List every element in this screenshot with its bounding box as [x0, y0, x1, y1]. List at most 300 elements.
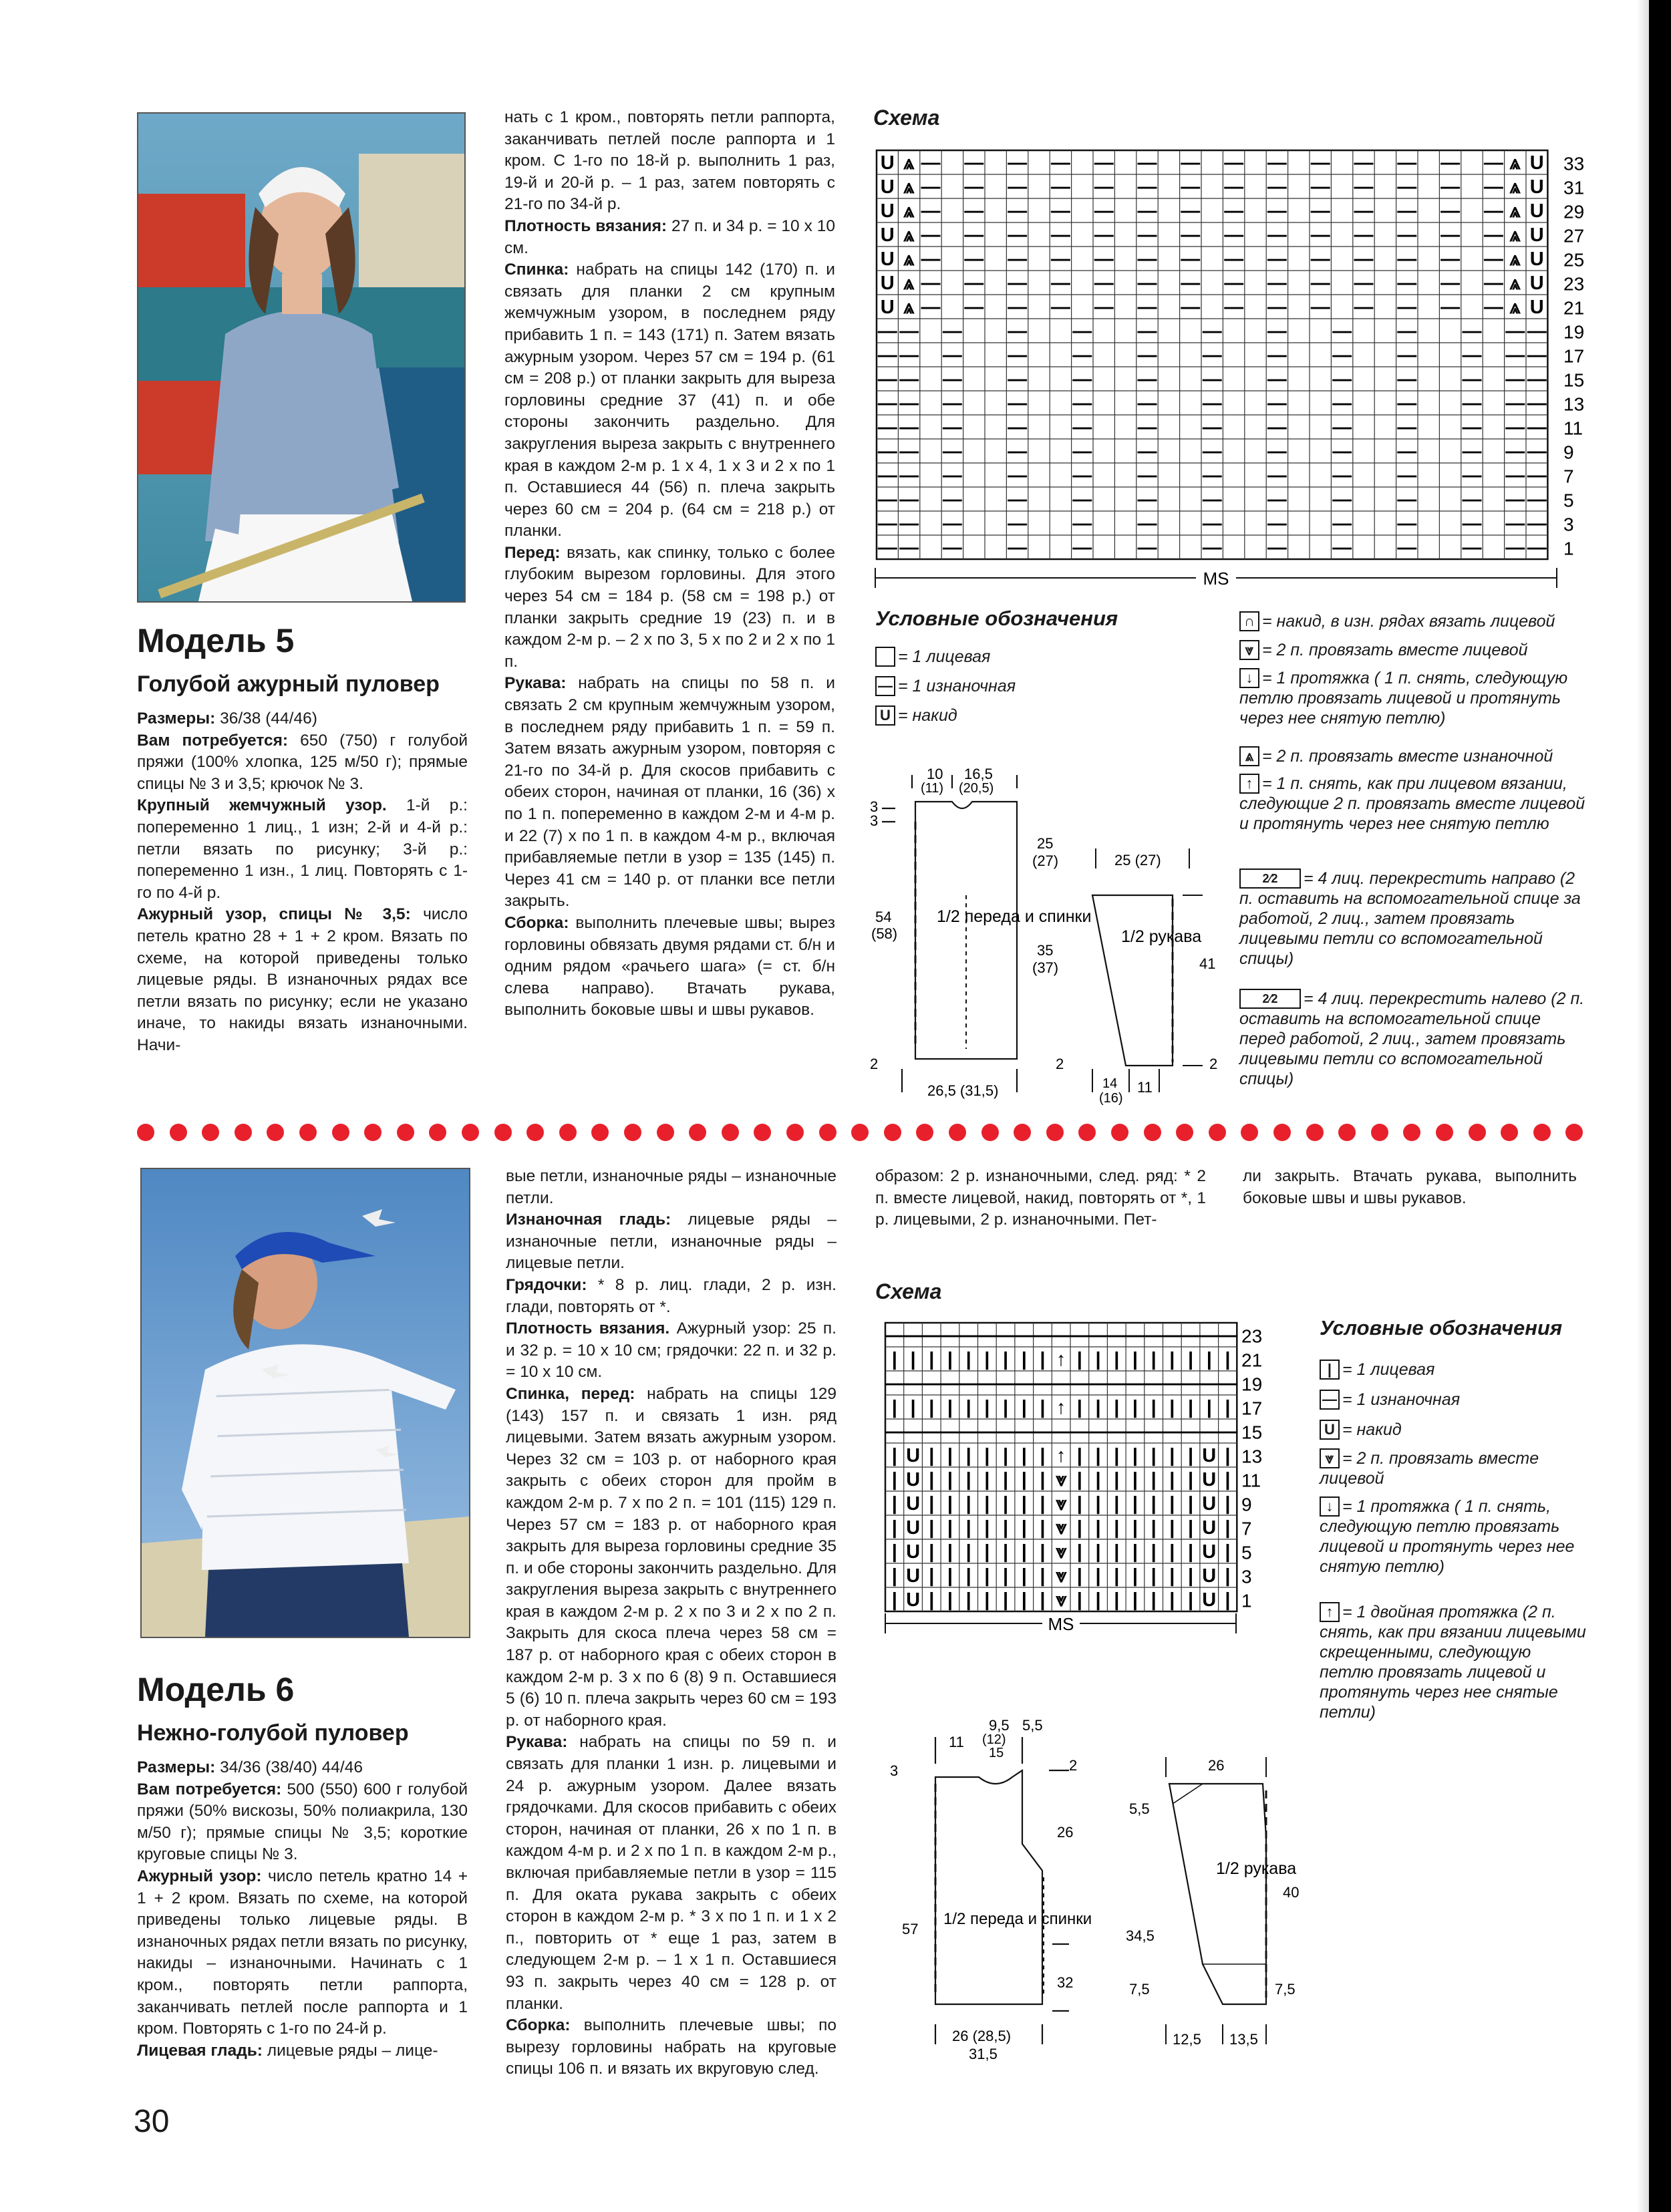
divider-dot: [1469, 1124, 1486, 1141]
svg-text:1/2 рукава: 1/2 рукава: [1216, 1859, 1297, 1878]
model6-photo: [140, 1168, 470, 1638]
chart-symbol: |: [1002, 1469, 1009, 1491]
chart-symbol: —: [1008, 417, 1028, 439]
chart-symbol: |: [910, 1397, 916, 1419]
chart-symbol: |: [1114, 1349, 1120, 1371]
chart-row-number: 7: [1241, 1518, 1252, 1539]
chart-symbol: —: [1267, 417, 1287, 439]
chart-symbol: —: [903, 1373, 923, 1395]
chart-symbol: —: [942, 369, 962, 391]
chart-symbol: U: [880, 176, 895, 198]
divider-dot: [1306, 1124, 1324, 1141]
chart-symbol: |: [1095, 1445, 1101, 1467]
chart-symbol: —: [1397, 152, 1417, 174]
chart-symbol: —: [1051, 1421, 1071, 1443]
divider-dot: [1014, 1124, 1031, 1141]
divider-dot: [1501, 1124, 1518, 1141]
chart-symbol: |: [1095, 1493, 1101, 1515]
chart-symbol: U: [906, 1517, 921, 1539]
chart-symbol: —: [1181, 176, 1201, 198]
svg-text:3: 3: [890, 1762, 899, 1779]
model6-stitch-chart: [875, 1319, 1289, 1640]
chart-symbol: —: [1505, 489, 1525, 511]
divider-dot: [170, 1124, 187, 1141]
svg-text:13,5: 13,5: [1229, 2031, 1258, 2048]
divider-dot: [689, 1124, 706, 1141]
chart-symbol: |: [1225, 1469, 1231, 1491]
k2tog-symbol-icon: ⩔: [1239, 640, 1259, 660]
chart-symbol: —: [1008, 393, 1028, 415]
chart-symbol: |: [1169, 1349, 1175, 1371]
chart-symbol: —: [1050, 224, 1070, 247]
chart-symbol: —: [1527, 441, 1547, 463]
chart-symbol: —: [1332, 321, 1352, 343]
chart-symbol: —: [1267, 513, 1287, 535]
chart-symbol: —: [1505, 465, 1525, 487]
chart-symbol: —: [1397, 273, 1417, 295]
model5-schematic: [862, 755, 1236, 1116]
chart-symbol: |: [1076, 1469, 1082, 1491]
chart-symbol: |: [1002, 1397, 1009, 1419]
chart-symbol: —: [885, 1373, 905, 1395]
svg-text:2: 2: [870, 1056, 879, 1072]
chart-symbol: —: [1217, 1325, 1237, 1347]
chart-symbol: —: [1144, 1325, 1164, 1347]
chart-symbol: —: [899, 441, 919, 463]
chart-symbol: —: [1397, 200, 1417, 222]
chart-symbol: ⩔: [1055, 1493, 1067, 1515]
chart-symbol: |: [1151, 1469, 1157, 1491]
svg-text:9,5: 9,5: [989, 1717, 1010, 1734]
divider-dot: [267, 1124, 284, 1141]
chart-symbol: U: [880, 249, 895, 271]
chart-symbol: |: [1040, 1589, 1046, 1611]
scan-border: [1649, 0, 1671, 2212]
chart-symbol: —: [921, 249, 941, 271]
chart-symbol: —: [1202, 321, 1222, 343]
chart-symbol: |: [929, 1445, 935, 1467]
chart-symbol: —: [1310, 152, 1330, 174]
chart-symbol: |: [1187, 1349, 1194, 1371]
chart-symbol: |: [1169, 1397, 1175, 1419]
chart-symbol: —: [1094, 200, 1114, 222]
chart-symbol: |: [1169, 1565, 1175, 1587]
chart-symbol: U: [906, 1565, 921, 1587]
chart-symbol: —: [1088, 1373, 1108, 1395]
chart-symbol: |: [1151, 1349, 1157, 1371]
svg-text:2: 2: [1056, 1056, 1064, 1072]
chart-symbol: |: [947, 1565, 953, 1587]
chart-row-number: 19: [1563, 321, 1585, 343]
chart-symbol: |: [947, 1517, 953, 1539]
chart-symbol: —: [1008, 441, 1028, 463]
svg-text:(11): (11): [921, 781, 944, 796]
chart-symbol: |: [1114, 1397, 1120, 1419]
divider-dot: [137, 1124, 154, 1141]
chart-symbol: U: [880, 297, 895, 319]
chart-row-number: 19: [1241, 1374, 1263, 1395]
chart-symbol: —: [1224, 176, 1244, 198]
chart-symbol: —: [1267, 321, 1287, 343]
chart-symbol: |: [1151, 1589, 1157, 1611]
chart-symbol: —: [942, 417, 962, 439]
chart-symbol: |: [1002, 1517, 1009, 1539]
chart-symbol: U: [906, 1493, 921, 1515]
chart-symbol: |: [929, 1589, 935, 1611]
chart-symbol: —: [1032, 1373, 1052, 1395]
chart-symbol: U: [1529, 200, 1544, 222]
model5-chart-row-numbers: [1563, 154, 1584, 559]
model5-sizes: Размеры: 36/38 (44/46): [137, 709, 317, 728]
model6-subtitle: Нежно-голубой пуловер: [137, 1720, 409, 1746]
svg-text:(27): (27): [1032, 852, 1059, 869]
chart-symbol: |: [965, 1469, 971, 1491]
model5-legend-purl: — = 1 изнаночная: [875, 676, 1209, 696]
model6-reverse-stockinette: Изнаночная гладь: лицевые ряды – изнаночные петли, изнаночные ряды – лицевые петли.: [506, 1211, 837, 1273]
chart-symbol: |: [1169, 1469, 1175, 1491]
chart-symbol: —: [921, 273, 941, 295]
chart-symbol: —: [1440, 200, 1461, 222]
chart-symbol: ↑: [1056, 1445, 1066, 1467]
model5-gauge: Плотность вязания: 27 п. и 34 р. = 10 x 10 см.: [504, 216, 835, 257]
chart-symbol: |: [965, 1541, 971, 1563]
chart-symbol: —: [1527, 393, 1547, 415]
model5-text-col2: нать с 1 кром., повторять петли раппорта, заканчивать петлей после раппорта и 1 кром. С 1-го по 18-й р. выполнить 1 раз, 19-й и 20-й р. – 1 раз, затем повторять с 21-го по 34-й р. Плотность вязания: 27 п. и 34 р. = 10 x 10 см. Спинка: набрать на спицы 142 (170) п. и связать для планки 2 см крупным жемчужным узором, в последнем ряду прибавить 1 п. = 143 (171) п. Затем вязать ажурным узором. Через 57 см = 194 р. (61 см = 208 р.) от планки закрыть для выреза горловины средние 37 (41) п. и обе стороны закончить раздельно. Для закругления выреза закрыть с внутреннего края в каждом 2-м р. 1 x 4, 1 x 3 и 2 x по 1 п. Оставшиеся 44 (56) п. плеча закрыть через 60 см = 204 р. (64 см = 218 р.) от планки. Перед: вязать, как спинку, только с более глубоким вырезом горловины. Для этого через 54 см = 184 р. (58 см = 198 р.) от планки закрыть средние 19 (23) п. и в каждом 2-м р. – 2 x по 3, 5 x по 2 и 2 x по 1 п. Рукава: набрать на спицы по 58 п. и связать 2 см крупным жемчужным узором, в последнем ряду прибавить 1 п. = 59 п. Затем вязать ажурным узором, повторяя с 21-го по 34-й р. Для скосов прибавить с обеих сторон, начиная от планки, 16 (36) x по 1 п. попеременно в каждом 2-м и 4-м р. и 22 (7) x по 1 п. в каждом 4-м р., включая прибавляемые петли в узор = 135 (145) п. Через 41 см = 140 р. от планки все петли закрыть. Сборка: выполнить плечевые швы; вырез горловины обвязать двумя рядами ст. б/н и одним рядом «рачьего шага» (= ст. б/н слева направо). Втачать рукава, выполнить боковые швы и швы рукавов.: [504, 107, 835, 1021]
chart-symbol: —: [1224, 224, 1244, 247]
divider-dot: [1565, 1124, 1583, 1141]
chart-symbol: —: [1008, 465, 1028, 487]
chart-symbol: —: [1137, 176, 1157, 198]
divider-dot: [1371, 1124, 1388, 1141]
chart-symbol: —: [1397, 441, 1417, 463]
chart-symbol: —: [877, 369, 897, 391]
model5-materials: Вам потребуется: 650 (750) г голубой пряжи (100% хлопка, 125 м/50 г); прямые спицы № 3 и 3,5; крючок № 3.: [137, 731, 468, 793]
chart-symbol: |: [929, 1493, 935, 1515]
divider-dot: [624, 1124, 641, 1141]
svg-text:54: 54: [875, 909, 892, 925]
model6-text-col4: ли закрыть. Втачать рукава, выполнить боковые швы и швы рукавов.: [1243, 1167, 1577, 1207]
model6-text-col1: [137, 1757, 468, 2062]
chart-symbol: —: [1462, 513, 1482, 535]
double-skp-symbol-icon: ↑: [1320, 1602, 1340, 1622]
chart-symbol: —: [1224, 273, 1244, 295]
divider-dot: [657, 1124, 674, 1141]
chart-symbol: —: [1354, 200, 1374, 222]
divider-dot: [754, 1124, 771, 1141]
chart-symbol: —: [1483, 273, 1503, 295]
chart-symbol: —: [1144, 1421, 1164, 1443]
chart-symbol: —: [1050, 273, 1070, 295]
chart-symbol: |: [1151, 1517, 1157, 1539]
chart-row-number: 23: [1563, 273, 1585, 295]
purl-symbol-icon: —: [1320, 1390, 1340, 1410]
svg-text:3: 3: [870, 798, 879, 815]
chart-symbol: —: [1094, 224, 1114, 247]
chart-symbol: —: [942, 513, 962, 535]
model6-sleeve-piece: [1169, 1784, 1266, 2004]
chart-symbol: —: [1162, 1421, 1182, 1443]
divider-dot: [851, 1124, 869, 1141]
chart-symbol: —: [921, 152, 941, 174]
chart-symbol: |: [1114, 1469, 1120, 1491]
svg-text:41: 41: [1199, 955, 1216, 972]
chart-symbol: —: [1462, 417, 1482, 439]
chart-symbol: —: [899, 393, 919, 415]
svg-text:7,5: 7,5: [1275, 1981, 1296, 1998]
chart-symbol: |: [1169, 1445, 1175, 1467]
chart-symbol: —: [1125, 1325, 1145, 1347]
chart-symbol: |: [1225, 1493, 1231, 1515]
chart-row-number: 5: [1241, 1542, 1252, 1563]
chart-symbol: —: [1008, 249, 1028, 271]
svg-text:11: 11: [949, 1734, 964, 1750]
chart-symbol: U: [906, 1541, 921, 1563]
chart-symbol: —: [1202, 417, 1222, 439]
chart-symbol: ↑: [1056, 1349, 1066, 1371]
chart-symbol: |: [947, 1589, 953, 1611]
chart-symbol: ⩔: [1055, 1541, 1067, 1563]
chart-symbol: —: [1332, 393, 1352, 415]
chart-symbol: —: [899, 465, 919, 487]
divider-dot: [1241, 1124, 1258, 1141]
chart-symbol: |: [1021, 1349, 1027, 1371]
chart-symbol: —: [1202, 537, 1222, 559]
chart-symbol: |: [965, 1517, 971, 1539]
model6-legend-title: Условные обозначения: [1320, 1316, 1563, 1339]
chart-symbol: —: [1267, 441, 1287, 463]
chart-symbol: |: [965, 1445, 971, 1467]
model6-legend-1: — = 1 изнаночная: [1320, 1390, 1587, 1410]
chart-symbol: —: [1008, 224, 1028, 247]
chart-symbol: —: [1008, 369, 1028, 391]
chart-symbol: |: [947, 1397, 953, 1419]
chart-symbol: |: [910, 1349, 916, 1371]
chart-symbol: —: [1202, 393, 1222, 415]
chart-symbol: —: [942, 321, 962, 343]
chart-symbol: ⩓: [1509, 297, 1521, 319]
chart-symbol: —: [1137, 273, 1157, 295]
chart-symbol: —: [1106, 1325, 1126, 1347]
chart-symbol: —: [964, 224, 984, 247]
chart-symbol: U: [1529, 224, 1544, 247]
chart-symbol: —: [1527, 537, 1547, 559]
divider-dot: [559, 1124, 577, 1141]
chart-symbol: —: [1462, 441, 1482, 463]
chart-symbol: —: [964, 176, 984, 198]
chart-symbol: |: [1132, 1565, 1138, 1587]
model6-gauge: Плотность вязания. Ажурный узор: 25 п. и 32 р. = 10 x 10 см; грядочки: 22 п. и 32 р. = 10 x 10 см.: [506, 1319, 837, 1382]
chart-symbol: —: [1181, 152, 1201, 174]
chart-symbol: —: [1137, 441, 1157, 463]
chart-symbol: |: [1021, 1397, 1027, 1419]
chart-symbol: —: [1505, 537, 1525, 559]
chart-symbol: |: [1114, 1541, 1120, 1563]
svg-text:26 (28,5): 26 (28,5): [952, 2028, 1012, 2044]
chart-symbol: —: [1070, 1325, 1090, 1347]
chart-symbol: —: [1267, 489, 1287, 511]
chart-symbol: —: [977, 1421, 997, 1443]
chart-symbol: —: [1137, 417, 1157, 439]
model6-sizes: Размеры: 34/36 (38/40) 44/46: [137, 1758, 363, 1776]
model5-legend-title: Условные обозначения: [875, 607, 1118, 630]
chart-symbol: —: [1217, 1373, 1237, 1395]
chart-symbol: —: [1440, 297, 1461, 319]
svg-text:(16): (16): [1099, 1091, 1123, 1106]
chart-symbol: —: [1050, 297, 1070, 319]
chart-symbol: |: [965, 1397, 971, 1419]
chart-symbol: —: [899, 513, 919, 535]
chart-symbol: |: [1225, 1349, 1231, 1371]
model6-chart-row-numbers: [1241, 1326, 1262, 1611]
chart-symbol: —: [877, 345, 897, 367]
chart-row-number: 9: [1563, 442, 1574, 463]
chart-symbol: —: [921, 224, 941, 247]
chart-symbol: |: [984, 1445, 990, 1467]
chart-symbol: |: [1021, 1565, 1027, 1587]
chart-symbol: |: [1095, 1589, 1101, 1611]
divider-dot: [332, 1124, 349, 1141]
chart-symbol: |: [891, 1493, 897, 1515]
chart-symbol: —: [1483, 249, 1503, 271]
model6-lace-stitch: Ажурный узор: число петель кратно 14 + 1 + 2 кром. Вязать по схеме, на которой приведены только лицевые ряды. В изнаночных рядах петли вязать по рисунку, накиды – изнаночными. Начинать с 1 кром., повторять петли раппорта, заканчивать петлей после раппорта и 1 кром. Повторять с 1-го по 24-й р.: [137, 1867, 468, 2038]
chart-symbol: |: [891, 1541, 897, 1563]
chart-symbol: —: [1181, 1373, 1201, 1395]
chart-symbol: —: [1072, 321, 1092, 343]
chart-symbol: ⩓: [1509, 200, 1521, 222]
model6-ms-label: MS: [1048, 1614, 1074, 1634]
chart-symbol: —: [1144, 1373, 1164, 1395]
chart-symbol: —: [1505, 513, 1525, 535]
chart-symbol: |: [1169, 1493, 1175, 1515]
chart-symbol: —: [1397, 513, 1417, 535]
chart-symbol: |: [1225, 1445, 1231, 1467]
chart-symbol: |: [891, 1565, 897, 1587]
model6-legend-0: | = 1 лицевая: [1320, 1360, 1587, 1380]
chart-symbol: |: [1132, 1589, 1138, 1611]
chart-symbol: |: [1225, 1541, 1231, 1563]
chart-symbol: —: [1310, 224, 1330, 247]
chart-symbol: —: [1181, 273, 1201, 295]
chart-symbol: —: [1462, 321, 1482, 343]
chart-symbol: —: [1072, 369, 1092, 391]
chart-symbol: ⩓: [903, 297, 915, 319]
chart-symbol: —: [1332, 345, 1352, 367]
chart-symbol: |: [965, 1565, 971, 1587]
chart-symbol: —: [1137, 489, 1157, 511]
chart-symbol: —: [921, 1325, 941, 1347]
chart-symbol: —: [1310, 249, 1330, 271]
chart-symbol: U: [1202, 1445, 1217, 1467]
chart-symbol: |: [1206, 1397, 1212, 1419]
chart-symbol: |: [1040, 1541, 1046, 1563]
chart-symbol: |: [947, 1493, 953, 1515]
chart-symbol: —: [1014, 1373, 1034, 1395]
chart-symbol: —: [977, 1325, 997, 1347]
svg-text:10: 10: [927, 766, 943, 782]
chart-symbol: —: [942, 465, 962, 487]
chart-symbol: —: [1332, 465, 1352, 487]
chart-symbol: |: [1169, 1589, 1175, 1611]
chart-symbol: —: [1397, 345, 1417, 367]
chart-symbol: —: [1483, 224, 1503, 247]
model6-legend-2: U = накид: [1320, 1420, 1587, 1440]
chart-symbol: |: [1095, 1349, 1101, 1371]
chart-symbol: —: [1072, 537, 1092, 559]
chart-symbol: |: [891, 1397, 897, 1419]
divider-dot: [786, 1124, 804, 1141]
chart-symbol: —: [1267, 176, 1287, 198]
chart-symbol: |: [1021, 1541, 1027, 1563]
chart-symbol: |: [1114, 1517, 1120, 1539]
chart-symbol: ⩓: [903, 176, 915, 198]
chart-symbol: —: [1505, 369, 1525, 391]
model5-ms-label: MS: [1203, 569, 1229, 589]
chart-symbol: —: [1397, 417, 1417, 439]
chart-symbol: |: [1187, 1589, 1194, 1611]
chart-symbol: —: [1088, 1325, 1108, 1347]
chart-symbol: —: [1137, 513, 1157, 535]
chart-symbol: —: [1267, 224, 1287, 247]
model5-lace-stitch: Ажурный узор, спицы № 3,5: число петель кратно 28 + 1 + 2 кром. Вязать по схеме, на которой приведены только лицевые ряды. В изнаночных рядах все петли вязать по рисунку; если не указано иначе, то накиды вязать изнаночными. Начи-: [137, 905, 468, 1054]
chart-row-number: 5: [1563, 490, 1574, 511]
chart-symbol: |: [1169, 1541, 1175, 1563]
model5-text-col1: [137, 708, 468, 1057]
model6-ridges: Грядочки: * 8 р. лиц. глади, 2 р. изн. глади, повторять от *.: [506, 1275, 837, 1316]
chart-symbol: —: [1125, 1421, 1145, 1443]
chart-symbol: —: [1050, 249, 1070, 271]
chart-symbol: —: [1332, 513, 1352, 535]
chart-symbol: |: [1132, 1493, 1138, 1515]
chart-row-number: 27: [1563, 225, 1585, 247]
chart-symbol: U: [1529, 176, 1544, 198]
svg-text:31,5: 31,5: [969, 2046, 998, 2062]
divider-dot: [1144, 1124, 1161, 1141]
chart-symbol: —: [877, 321, 897, 343]
chart-symbol: |: [1225, 1589, 1231, 1611]
chart-symbol: —: [1440, 152, 1461, 174]
chart-symbol: —: [1267, 537, 1287, 559]
chart-symbol: U: [1529, 152, 1544, 174]
chart-symbol: —: [1310, 176, 1330, 198]
chart-symbol: —: [1267, 200, 1287, 222]
chart-symbol: —: [964, 297, 984, 319]
chart-symbol: |: [1040, 1469, 1046, 1491]
chart-row-number: 11: [1241, 1470, 1261, 1491]
chart-symbol: |: [1187, 1541, 1194, 1563]
model5-legend-r6: 2⁄2 = 4 лиц. перекрестить налево (2 п. оставить на вспомогательной спице перед работой, 2 лиц., затем провязать лицевыми петли со вспомогательной спицы): [1239, 989, 1585, 1088]
knit-symbol-icon: [875, 647, 895, 667]
chart-symbol: —: [877, 441, 897, 463]
divider-dot: [1338, 1124, 1356, 1141]
chart-symbol: ⩔: [1055, 1517, 1067, 1539]
model6-body-piece: [935, 1770, 1042, 2004]
chart-symbol: |: [1187, 1565, 1194, 1587]
svg-text:(58): (58): [871, 925, 898, 942]
chart-symbol: —: [1050, 176, 1070, 198]
chart-symbol: U: [906, 1589, 921, 1611]
divider-dot: [949, 1124, 966, 1141]
svg-text:57: 57: [902, 1921, 919, 1937]
chart-symbol: |: [984, 1565, 990, 1587]
chart-symbol: |: [947, 1541, 953, 1563]
chart-row-number: 3: [1563, 514, 1574, 535]
chart-symbol: |: [1187, 1493, 1194, 1515]
chart-row-number: 33: [1563, 153, 1585, 174]
chart-row-number: 21: [1563, 297, 1585, 319]
chart-symbol: —: [1137, 345, 1157, 367]
chart-row-number: 31: [1563, 177, 1585, 198]
svg-text:(20,5): (20,5): [959, 781, 994, 796]
